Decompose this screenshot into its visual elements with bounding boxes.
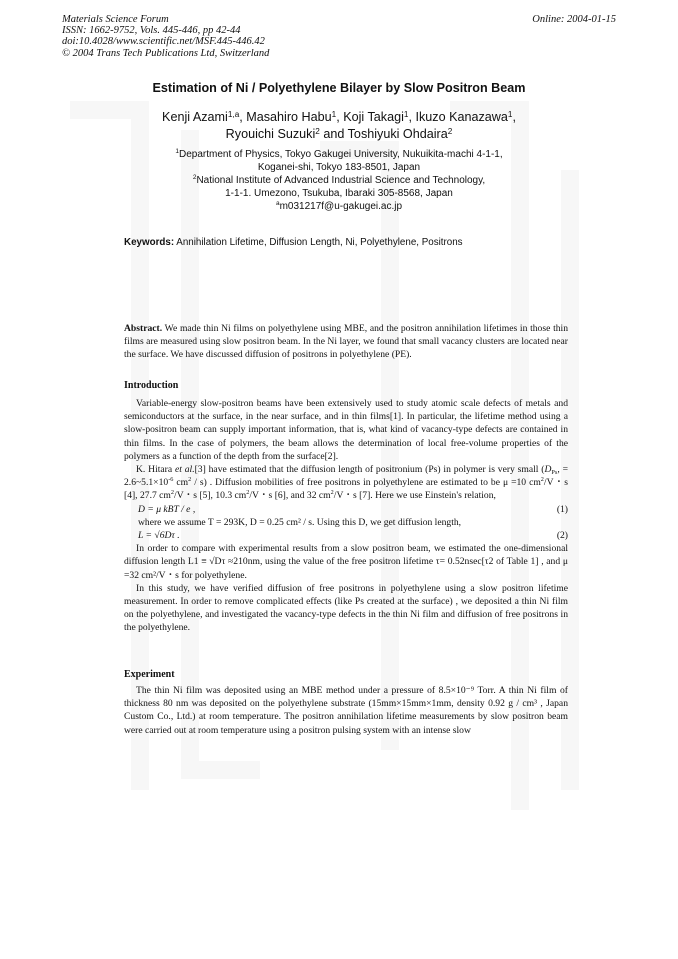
- text-span: [3] have estimated that the diffusion length of positronium (Ps) in polymer is very small (: [194, 464, 545, 476]
- affil-sup: 2: [192, 174, 197, 181]
- paragraph: K. Hitara et al.[3] have estimated that the diffusion length of positronium (Ps) in polymer is very small ($D_{Ps}$, = $2.6\sim 5.1\times 10^{-6}$ $cm^2 / s$) . Diffusion mobilities of free positrons in polyethylene are estimated to be μ =10 $cm^2/V$・s [4], 27.7 $cm^2/V$・s [5], 10.3 $cm^2/V$・s [6], and 32 $cm^2/V$・s [7]. Here we use Einstein's relation,: [124, 464, 569, 502]
- introduction-body: [124, 397, 568, 635]
- text-span: / s) . Diffusion mobilities of free positrons in polyethylene are estimated to be μ =10 cm: [194, 477, 541, 489]
- affiliation-line: Koganei-shi, Tokyo 183-8501, Japan: [257, 162, 421, 173]
- equation-2: [124, 529, 568, 542]
- journal-header: [62, 14, 269, 59]
- author-separator: ,: [239, 110, 247, 124]
- online-date: Online: 2004-01-15: [532, 14, 616, 25]
- doi-link[interactable]: doi:10.4028/www.scientific.net/MSF.445-446.42: [62, 36, 265, 48]
- issn-line: ISSN: 1662-9752, Vols. 445-446, pp 42-44: [62, 25, 241, 37]
- affiliation-line: 1-1-1. Umezono, Tsukuba, Ibaraki 305-8568, Japan: [225, 188, 453, 199]
- author-name: Masahiro Habu: [246, 110, 332, 124]
- affil-sup: 1: [175, 148, 179, 155]
- section-heading-experiment: Experiment: [124, 669, 175, 680]
- equation-text: L = √6Dτ .: [138, 530, 180, 542]
- affiliation-line: Department of Physics, Tokyo Gakugei University, Nukuikita-machi 4-1-1,: [178, 149, 503, 160]
- author-separator: ,: [336, 110, 344, 124]
- author-separator: ,: [512, 110, 516, 124]
- keywords-label: Keywords:: [124, 237, 175, 248]
- author-name: Ryouichi Suzuki: [225, 127, 316, 141]
- equation-number: (1): [556, 503, 568, 515]
- paragraph: where we assume T = 293K, D = 0.25 cm² / s. Using this D, we get diffusion length,: [138, 516, 462, 528]
- author-affil-sup: 1: [507, 110, 513, 119]
- copyright-line: © 2004 Trans Tech Publications Ltd, Switzerland: [62, 47, 270, 59]
- journal-name: Materials Science Forum: [62, 14, 169, 25]
- author-affil-sup: 1: [403, 110, 409, 119]
- affiliation-line: National Institute of Advanced Industrial Science and Technology,: [196, 175, 486, 186]
- author-name: Koji Takagi: [343, 110, 404, 124]
- abstract: [124, 322, 568, 362]
- affiliations: [0, 148, 678, 213]
- author-affil-sup: 2: [315, 127, 320, 136]
- text-span: /V・s [5], 10.3 cm: [174, 490, 247, 502]
- abstract-label: Abstract.: [124, 323, 163, 334]
- paragraph: The thin Ni film was deposited using an MBE method under a pressure of 8.5×10⁻⁹ Torr. A thin Ni film of thickness 80 nm was deposited on the polyethylene substrate (15mm×15mm×1mm, density 0.92 g / cm³ , Japan Custom Co., Ltd.) at room temperature. The positron annihilation lifetime measurements by slow positron beam were carried out at room temperature using a positron pulsing system with an intense slow: [124, 685, 568, 736]
- author-list: [0, 109, 678, 143]
- paragraph: Variable-energy slow-positron beams have been extensively used to study atomic scale defects of metals and semiconductors at the surface, in the near surface, and in thin films[1]. In particular, the lifetime method using a slow-positron beam can supply important information, that is, what kind of vacancy-type defects are contained in thin films. In the case of polymers, the beam allows the determination of local free-volume properties of the polymers as a function of the depth from the surface[2].: [124, 398, 568, 462]
- text-span: /V・s [6], and 32 cm: [249, 490, 331, 502]
- author-name: Ikuzo Kanazawa: [415, 110, 508, 124]
- author-affil-sup: 1,a: [227, 110, 240, 119]
- paragraph: In this study, we have verified diffusion of free positrons in polyethylene using a slow positron lifetime measurement. In order to remove complicated effects (like Ps created at the surface) , we deposited a thin Ni film on the polyethylene, and investigated the vacancy-type defects in the thin Ni film and diffusion of free positrons in the polyethylene.: [124, 582, 568, 634]
- text-span: /V・s [4], 27.7 cm: [124, 477, 569, 502]
- author-affil-sup: 1: [331, 110, 337, 119]
- text-span: et al.: [174, 464, 195, 476]
- experiment-body: [124, 684, 568, 737]
- equation-text: D = μ kBT / e ,: [138, 503, 196, 515]
- text-span: cm: [176, 477, 189, 489]
- author-name: Kenji Azami: [162, 110, 228, 124]
- equation-1: [124, 503, 568, 516]
- equation-number: (2): [556, 530, 568, 542]
- paragraph: In order to compare with experimental results from a slow positron beam, we estimated the one-dimensional diffusion length L1 ≡ √Dτ ≈210nm, using the value of the free positron lifetime τ= 0.52nsec[τ2 of Table 1] , and μ =32 cm²/V・s for polyethylene.: [124, 543, 568, 581]
- keywords-text: Annihilation Lifetime, Diffusion Length, Ni, Polyethylene, Positrons: [176, 237, 463, 248]
- email-link[interactable]: m031217f@u-gakugei.ac.jp: [279, 201, 403, 212]
- author-name: Toshiyuki Ohdaira: [347, 127, 448, 141]
- text-span: = 2.6~5.1×10: [124, 464, 568, 489]
- section-heading-introduction: Introduction: [124, 380, 179, 391]
- author-separator: and: [319, 127, 348, 141]
- author-separator: ,: [408, 110, 416, 124]
- keywords-line: [124, 237, 584, 248]
- email-sup: a: [275, 200, 280, 207]
- author-affil-sup: 2: [447, 127, 453, 136]
- text-span: /V・s [7]. Here we use Einstein's relation,: [333, 490, 496, 502]
- abstract-text: We made thin Ni films on polyethylene using MBE, and the positron annihilation lifetimes in those thin films are measured using slow positron beam. In the Ni layer, we found that small vacancy clusters are located near the surface. We have discussed diffusion of positrons in polyethylene (PE).: [124, 323, 568, 361]
- text-span: K. Hitara: [136, 464, 173, 476]
- paper-title: Estimation of Ni / Polyethylene Bilayer by Slow Positron Beam: [152, 81, 526, 95]
